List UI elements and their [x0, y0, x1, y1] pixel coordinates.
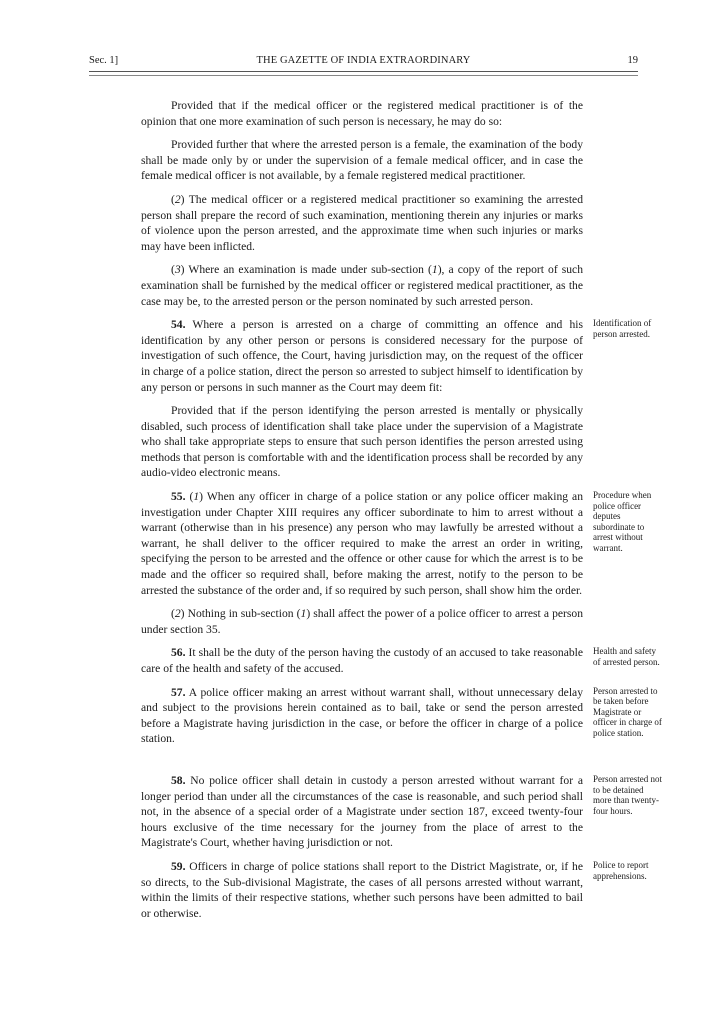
section-label: Sec. 1]	[89, 55, 119, 66]
section-number: 54.	[171, 318, 186, 332]
section-number: 58.	[171, 773, 186, 787]
section-56-paragraph: 56. It shall be the duty of the person having the custody of an accused to take reasonable care of the health and safety of the accused.	[141, 646, 583, 675]
paragraph: (2) The medical officer or a registered medical practitioner so examining the arrested person shall prepare the record of such examination, mentioning therein any injuries or marks of violence upon the person arrested, and the approximate time when such injuries or marks may have been inflicted.	[141, 192, 583, 253]
header-rule	[89, 71, 638, 76]
paragraph: Provided that if the person identifying the person arrested is mentally or physically disabled, such process of identification shall take place under the supervision of a Magistrate who shall take appropriate steps to ensure that such person identifies the person arrested using methods that person is comfortable with and the identification process shall be recorded by any audio-video electronic means.	[141, 404, 583, 480]
section-number: 55.	[171, 490, 186, 504]
section-59-paragraph: 59. Officers in charge of police stations shall report to the District Magistrate, or, if he so directs, to the Sub-divisional Magistrate, the cases of all persons arrested without warrant, within the limits of their respective stations, whether such persons have been admitted to bail or otherwise.	[141, 859, 583, 920]
section-number: 56.	[171, 646, 186, 660]
gazette-title: THE GAZETTE OF INDIA EXTRAORDINARY	[256, 55, 471, 66]
section-57-paragraph: 57. A police officer making an arrest without warrant shall, without unnecessary delay and subject to the provisions herein contained as to bail, take or send the person arrested before a Magistrate having jurisdiction in the case, or before the officer in charge of a police station.	[141, 685, 583, 746]
margin-note-59: Police to report apprehensions.	[593, 859, 649, 881]
page-number: 19	[627, 55, 638, 66]
paragraph: (3) Where an examination is made under sub-section (1), a copy of the report of such examination shall be furnished by the medical officer or registered medical practitioner, as the case may be, to the arrested person or the person nominated by such arrested person.	[141, 263, 583, 308]
paragraph: (2) Nothing in sub-section (1) shall affect the power of a police officer to arrest a person under section 35.	[141, 607, 583, 636]
section-54-paragraph: 54. Where a person is arrested on a charge of committing an offence and his identification by any other person or persons is considered necessary for the purpose of investigation of such offence, the Court, having jurisdiction may, on the request of the officer in charge of a police station, direct the person so arrested to subject himself to identification by any person or persons in such manner as the Court may deem fit:	[141, 318, 583, 394]
margin-note-55: Procedure when police officer deputes subordinate to arrest without warrant.	[593, 490, 652, 554]
margin-note-58: Person arrested not to be detained more than twenty-four hours.	[593, 773, 662, 816]
paragraph: Provided further that where the arrested person is a female, the examination of the body shall be made only by or under the supervision of a female medical officer, and in case the female medical officer is not available, by a female registered medical practitioner.	[141, 138, 583, 183]
margin-note-54: Identification of person arrested.	[593, 318, 652, 339]
section-number: 57.	[171, 685, 186, 699]
margin-note-57: Person arrested to be taken before Magistrate or officer in charge of police station.	[593, 685, 662, 738]
section-number: 59.	[171, 859, 186, 873]
section-58-paragraph: 58. No police officer shall detain in custody a person arrested without warrant for a longer period than under all the circumstances of the case is reasonable, and such period shall not, in the absence of a special order of a Magistrate under section 187, exceed twenty-four hours exclusive of the time necessary for the journey from the place of arrest to the Magistrate's Court, whether having jurisdiction or not.	[141, 773, 583, 850]
body-text	[141, 98, 583, 921]
paragraph: Provided that if the medical officer or the registered medical practitioner is of the opinion that one more examination of such person is necessary, he may do so:	[141, 99, 583, 128]
margin-note-56: Health and safety of arrested person.	[593, 646, 660, 667]
section-55-paragraph: 55. (1) When any officer in charge of a police station or any police officer making an investigation under Chapter XIII requires any officer subordinate to him to arrest without a warrant (otherwise than in his presence) any person who may lawfully be arrested without a warrant, he shall deliver to the officer required to make the arrest an order in writing, specifying the person to be arrested and the offence or other cause for which the arrest is to be made and the officer so required shall, before making the arrest, notify to the person to be arrested the substance of the order and, if so required by such person, shall show him the order.	[141, 490, 583, 597]
